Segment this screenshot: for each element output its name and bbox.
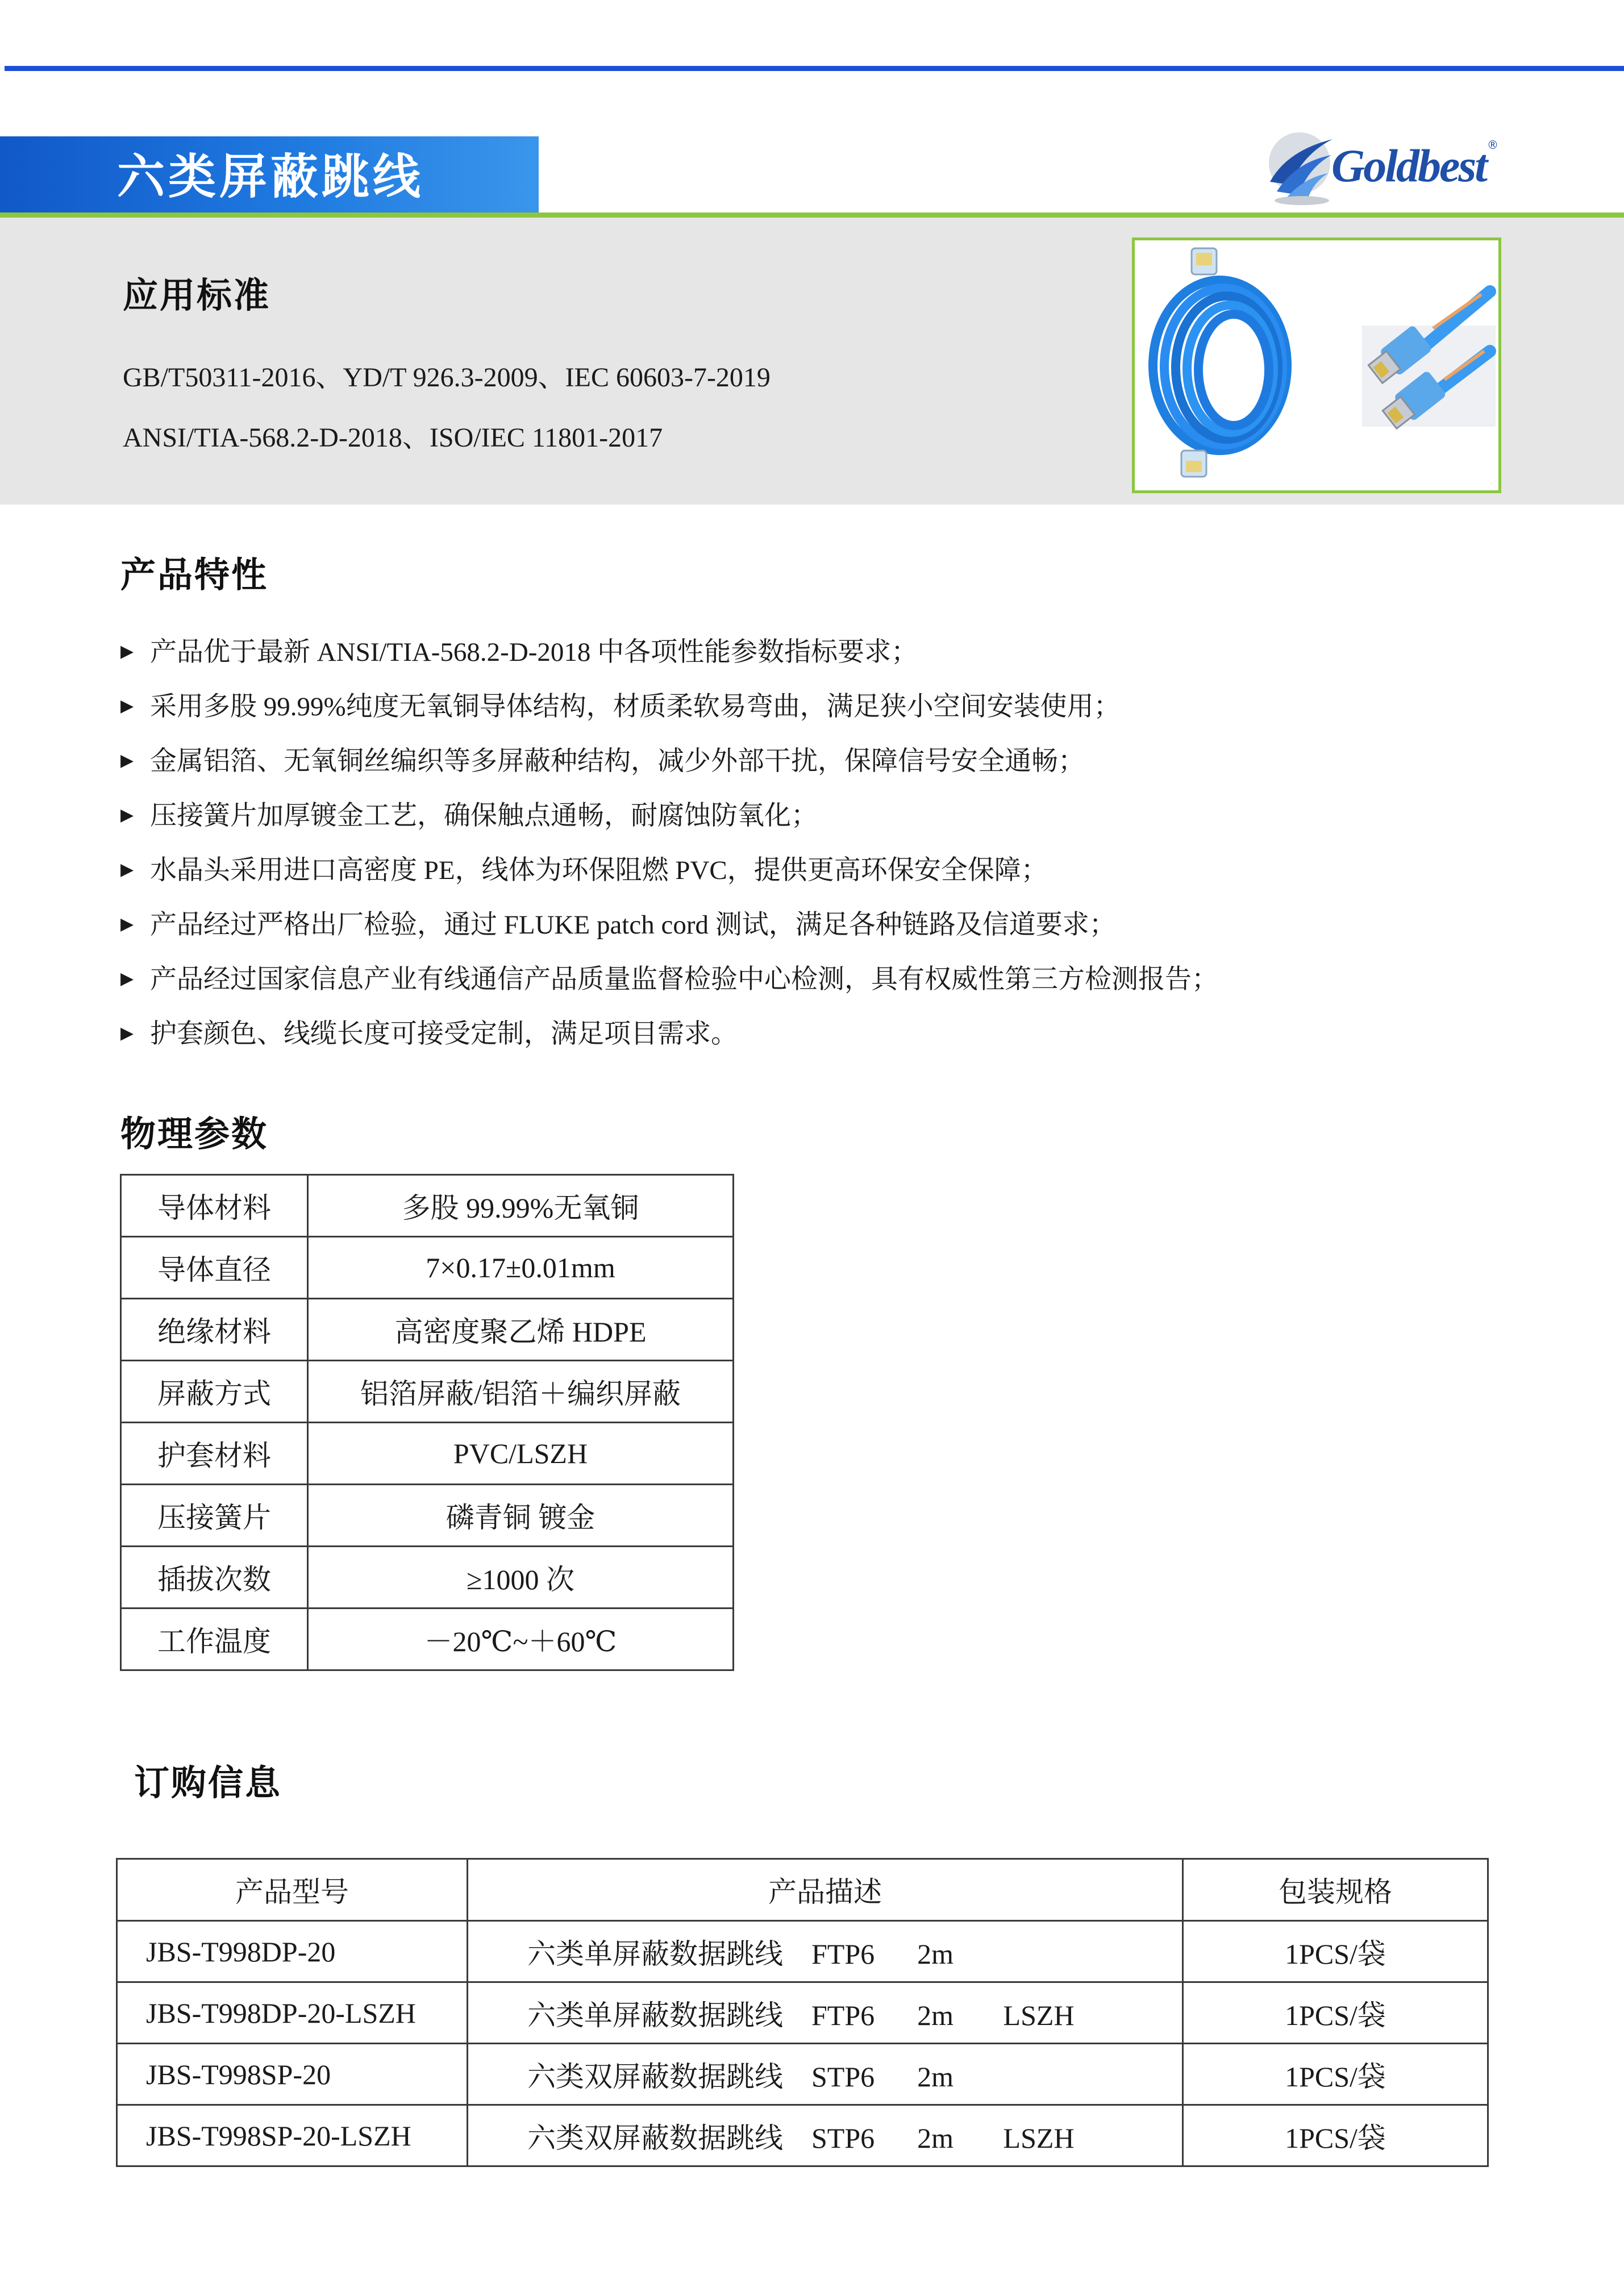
triangle-right-icon: ▶ (120, 914, 134, 934)
standards-line-1: GB/T50311-2016、YD/T 926.3-2009、IEC 60603-7-2019 (123, 362, 771, 393)
param-value: 高密度聚乙烯 HDPE (308, 1299, 734, 1361)
page-title: 六类屏蔽跳线 (117, 149, 424, 205)
param-value: 铝箔屏蔽/铝箔＋编织屏蔽 (308, 1361, 734, 1423)
param-value: 磷青铜 镀金 (308, 1485, 734, 1547)
features-heading: 产品特性 (120, 554, 269, 595)
description-cell: 六类单屏蔽数据跳线 FTP6 2m (468, 1921, 1183, 1982)
swoosh-icon (1264, 128, 1338, 213)
registered-mark: ® (1487, 138, 1498, 152)
description-cell: 六类单屏蔽数据跳线 FTP6 2m LSZH (468, 1982, 1183, 2044)
model-cell: JBS-T998SP-20-LSZH (117, 2105, 468, 2166)
param-name: 绝缘材料 (121, 1299, 308, 1361)
ordering-heading: 订购信息 (134, 1762, 282, 1803)
table-row (117, 1921, 1488, 1982)
ordering-table (116, 1858, 1489, 2167)
packaging-cell: 1PCS/袋 (1183, 2105, 1488, 2166)
feature-item: ▶ 压接簧片加厚镀金工艺，确保触点通畅，耐腐蚀防氧化； (120, 801, 818, 831)
table-row (121, 1361, 734, 1423)
column-header: 产品型号 (117, 1859, 468, 1921)
brand-name: Goldbest (1331, 140, 1486, 191)
param-value: PVC/LSZH (308, 1423, 734, 1485)
param-name: 插拔次数 (121, 1547, 308, 1609)
patch-cord-photo (1135, 240, 1498, 490)
model-cell: JBS-T998DP-20 (117, 1921, 468, 1982)
triangle-right-icon: ▶ (120, 696, 134, 716)
table-row (121, 1547, 734, 1609)
column-header: 包装规格 (1183, 1859, 1488, 1921)
feature-item: ▶ 产品经过国家信息产业有线通信产品质量监督检验中心检测，具有权威性第三方检测报告； (120, 965, 1218, 994)
feature-item: ▶ 产品优于最新 ANSI/TIA-568.2-D-2018 中各项性能参数指标要求； (120, 637, 918, 667)
model-cell: JBS-T998DP-20-LSZH (117, 1982, 468, 2044)
param-name: 屏蔽方式 (121, 1361, 308, 1423)
product-image (1132, 237, 1501, 493)
physical-heading: 物理参数 (120, 1113, 269, 1155)
description-cell: 六类双屏蔽数据跳线 STP6 2m LSZH (468, 2105, 1183, 2166)
packaging-cell: 1PCS/袋 (1183, 2044, 1488, 2105)
triangle-right-icon: ▶ (120, 641, 134, 661)
triangle-right-icon: ▶ (120, 751, 134, 770)
param-name: 工作温度 (121, 1609, 308, 1670)
table-row (121, 1609, 734, 1670)
triangle-right-icon: ▶ (120, 805, 134, 825)
param-value: 多股 99.99%无氧铜 (308, 1175, 734, 1237)
table-header-row (117, 1859, 1488, 1921)
param-value: 7×0.17±0.01mm (308, 1237, 734, 1299)
param-name: 导体材料 (121, 1175, 308, 1237)
standards-heading: 应用标准 (123, 274, 271, 316)
table-row (121, 1237, 734, 1299)
param-name: 导体直径 (121, 1237, 308, 1299)
model-cell: JBS-T998SP-20 (117, 2044, 468, 2105)
table-row (117, 2044, 1488, 2105)
triangle-right-icon: ▶ (120, 860, 134, 880)
param-name: 压接簧片 (121, 1485, 308, 1547)
feature-item: ▶ 护套颜色、线缆长度可接受定制，满足项目需求。 (120, 1019, 738, 1049)
table-row (117, 1982, 1488, 2044)
physical-table (120, 1174, 734, 1671)
table-row (121, 1299, 734, 1361)
column-header: 产品描述 (468, 1859, 1183, 1921)
table-row (117, 2105, 1488, 2166)
param-value: ≥1000 次 (308, 1547, 734, 1609)
triangle-right-icon: ▶ (120, 1023, 134, 1043)
param-name: 护套材料 (121, 1423, 308, 1485)
description-cell: 六类双屏蔽数据跳线 STP6 2m (468, 2044, 1183, 2105)
param-value: －20℃~＋60℃ (308, 1609, 734, 1670)
table-row (121, 1423, 734, 1485)
feature-item: ▶ 金属铝箔、无氧铜丝编织等多屏蔽种结构，减少外部干扰，保障信号安全通畅； (120, 747, 1085, 776)
packaging-cell: 1PCS/袋 (1183, 1982, 1488, 2044)
feature-item: ▶ 产品经过严格出厂检验，通过 FLUKE patch cord 测试，满足各种链路及信道要求； (120, 910, 1116, 940)
triangle-right-icon: ▶ (120, 969, 134, 989)
brand-logo (1264, 128, 1503, 213)
table-row (121, 1175, 734, 1237)
top-rule (5, 66, 1624, 71)
feature-item: ▶ 水晶头采用进口高密度 PE，线体为环保阻燃 PVC，提供更高环保安全保障； (120, 856, 1048, 885)
table-row (121, 1485, 734, 1547)
standards-line-2: ANSI/TIA-568.2-D-2018、ISO/IEC 11801-2017 (123, 423, 663, 453)
feature-item: ▶ 采用多股 99.99%纯度无氧铜导体结构，材质柔软易弯曲，满足狭小空间安装使用； (120, 692, 1121, 722)
packaging-cell: 1PCS/袋 (1183, 1921, 1488, 1982)
header-divider (0, 212, 1624, 218)
